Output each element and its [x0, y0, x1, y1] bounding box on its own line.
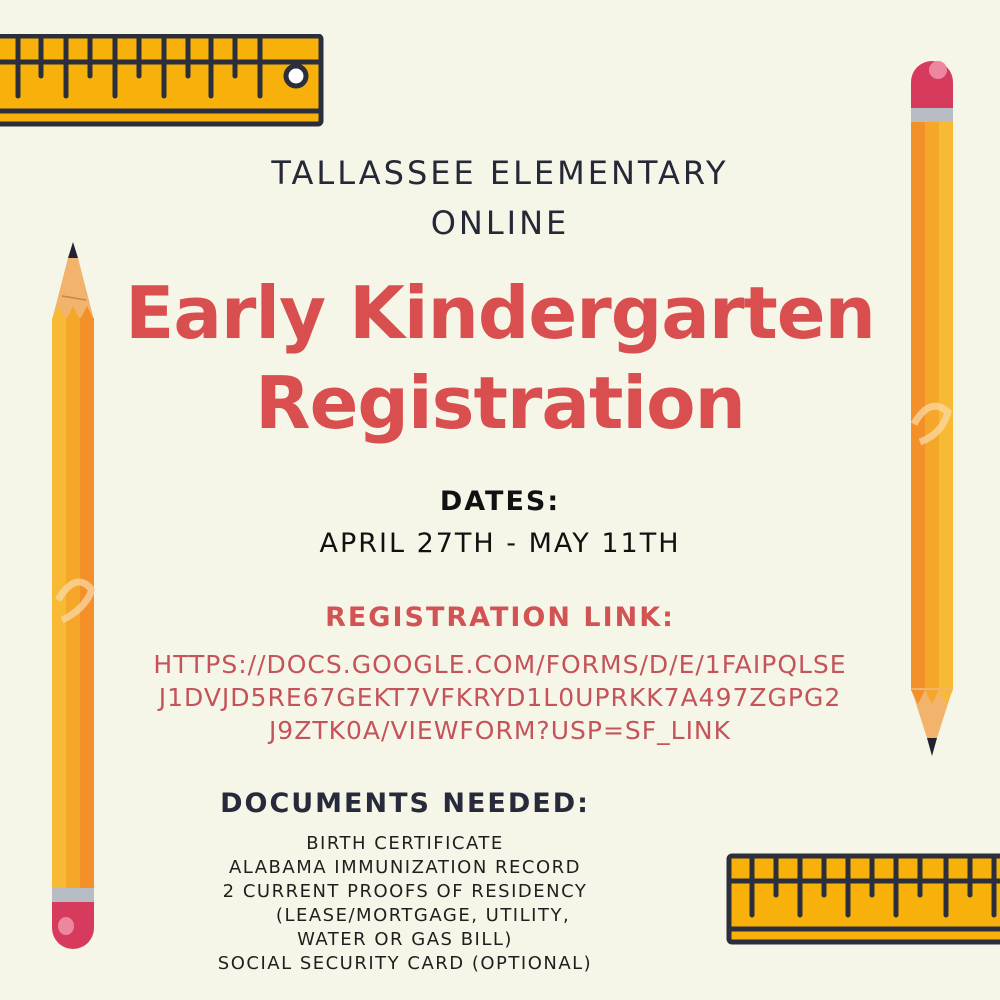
registration-link[interactable]: [0, 648, 1000, 747]
title-line1: Early Kindergarten: [125, 271, 875, 355]
list-item: ALABAMA IMMUNIZATION RECORD: [228, 857, 581, 878]
school-name: [0, 148, 1000, 248]
dates-range: APRIL 27TH - MAY 11TH: [319, 528, 681, 559]
registration-heading: REGISTRATION LINK:: [325, 602, 675, 633]
documents-heading: DOCUMENTS NEEDED:: [220, 788, 590, 819]
title-line2: Registration: [255, 361, 745, 445]
link-line[interactable]: J1DVJD5RE67GEKT7VFKRYD1L0UPRKK7A497ZGPG2: [158, 683, 842, 712]
documents-list: [140, 832, 670, 976]
page-title: [0, 268, 1000, 448]
dates-heading: DATES:: [439, 486, 561, 517]
ruler-icon: [0, 34, 326, 130]
list-item: 2 CURRENT PROOFS OF RESIDENCY: [222, 881, 588, 902]
list-item: (LEASE/MORTGAGE, UTILITY,: [239, 905, 571, 926]
link-line[interactable]: J9ZTK0A/VIEWFORM?USP=SF_LINK: [268, 716, 732, 745]
list-item: WATER OR GAS BILL): [297, 929, 513, 950]
school-name-line2: ONLINE: [430, 204, 570, 242]
ruler-icon: [726, 853, 1000, 948]
school-name-line1: TALLASSEE ELEMENTARY: [271, 154, 729, 192]
link-line[interactable]: HTTPS://DOCS.GOOGLE.COM/FORMS/D/E/1FAIPQLSE: [153, 650, 847, 679]
list-item: BIRTH CERTIFICATE: [306, 833, 504, 854]
list-item: SOCIAL SECURITY CARD (OPTIONAL): [217, 953, 593, 974]
